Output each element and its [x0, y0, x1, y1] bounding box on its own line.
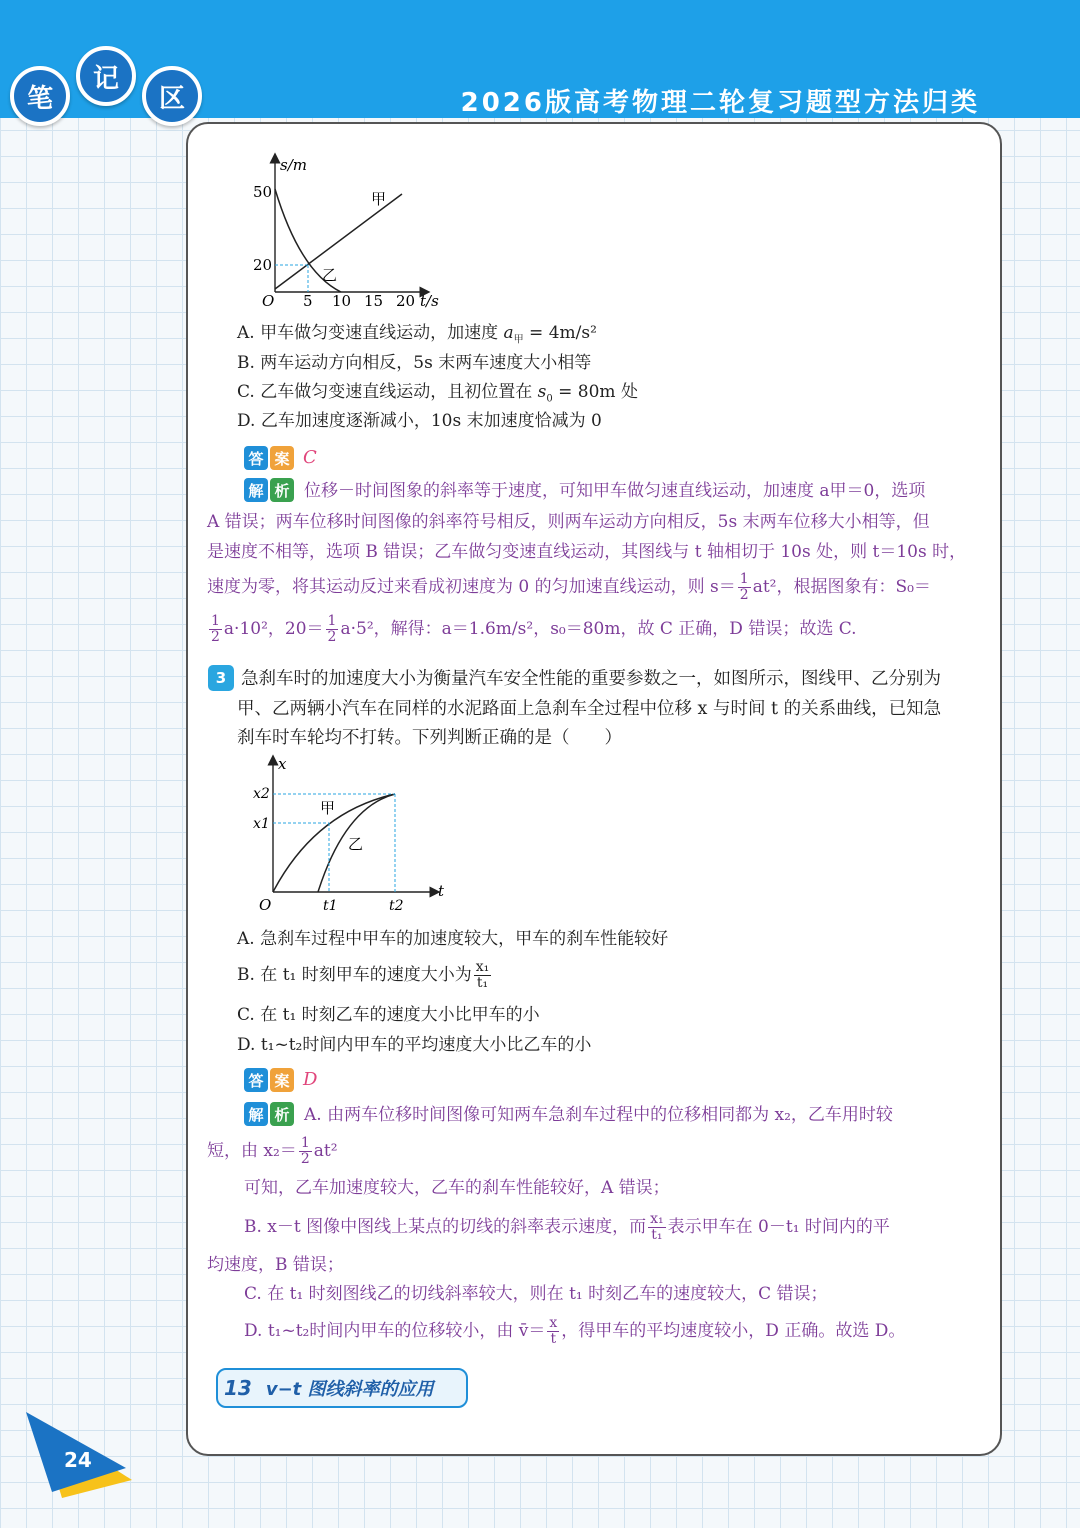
q2-option-c: C. 乙车做匀变速直线运动，且初位置在 $s_0 = 80m$ 处	[237, 382, 638, 405]
q3-analysis-a-2: 短，由 x₂＝ $\frac{1}{2}$ at²	[207, 1135, 338, 1167]
answer-tag: 答 案	[244, 1068, 294, 1092]
q3-option-d: D. t₁~t₂时间内甲车的平均速度大小比乙车的小	[237, 1035, 592, 1055]
header-badge-qu: 区	[142, 66, 202, 126]
q2-option-d: D. 乙车加速度逐渐减小，10s 末加速度恰减为 0	[237, 411, 602, 431]
q3-analysis-a-3: 可知，乙车加速度较大，乙车的刹车性能较好，A 错误；	[244, 1178, 670, 1198]
graph-x-t	[245, 752, 455, 920]
book-title: 2026版高考物理二轮复习题型方法归类	[460, 88, 980, 118]
label-yi: 乙	[348, 835, 364, 853]
page-number: 24	[64, 1448, 92, 1472]
analysis-tag: 解 析	[244, 478, 294, 502]
y-axis-label: s/m	[280, 156, 307, 174]
y-axis-label: x	[278, 755, 287, 773]
q2-analysis-line-2: A 错误；两车位移时间图像的斜率符号相反，则两车运动方向相反，5s 末两车位移大小相等，但	[207, 512, 930, 532]
q3-stem-line-1: 急刹车时的加速度大小为衡量汽车安全性能的重要参数之一，如图所示，图线甲、乙分别为	[241, 669, 941, 689]
q3-option-a: A. 急刹车过程中甲车的加速度较大，甲车的刹车性能较好	[237, 929, 669, 949]
q3-option-c: C. 在 t₁ 时刻乙车的速度大小比甲车的小	[237, 1005, 540, 1025]
q3-analysis-b-2: 均速度，B 错误；	[207, 1255, 344, 1275]
q3-analysis-c: C. 在 t₁ 时刻图线乙的切线斜率较大，则在 t₁ 时刻乙车的速度较大，C 错误；	[244, 1284, 828, 1304]
section-number: 13	[224, 1376, 252, 1400]
q2-analysis-line-1: 位移－时间图象的斜率等于速度，可知甲车做匀速直线运动，加速度 a甲＝0，选项	[304, 481, 926, 501]
x1-label: x1	[253, 816, 270, 832]
graph-s-t	[240, 152, 460, 317]
header-badge-bi: 笔	[10, 66, 70, 126]
q2-analysis-line-5: $\frac{1}{2}$ a·10²，20＝ $\frac{1}{2}$ a·5²，解得：a＝1.6m/s²，s₀＝80m，故 C 正确，D 错误；故选 C.	[211, 613, 857, 645]
q3-option-b: B. 在 t₁ 时刻甲车的速度大小为 $\frac{\text{x₁}}{\text{t₁}}$	[237, 959, 490, 991]
x-axis-label: t	[438, 882, 445, 900]
label-yi: 乙	[322, 266, 338, 284]
header-badge-ji: 记	[76, 46, 136, 106]
label-jia: 甲	[320, 799, 336, 817]
origin: O	[259, 896, 272, 914]
q3-stem-line-3: 刹车时车轮均不打转。下列判断正确的是（ ）	[237, 728, 622, 748]
x-axis-label: t/s	[420, 292, 439, 310]
x2-label: x2	[253, 786, 270, 802]
question-number: 3	[208, 665, 234, 691]
q2-analysis-line-4: 速度为零，将其运动反过来看成初速度为 0 的匀加速直线运动，则 s＝ $\frac{1}{2}$ at²，根据图象有：S₀＝	[207, 571, 931, 603]
line-jia	[275, 194, 402, 289]
t2-label: t2	[389, 898, 404, 914]
section-title: v−t 图线斜率的应用	[265, 1379, 434, 1400]
q3-analysis-b-1: B. x－t 图像中图线上某点的切线的斜率表示速度，而 $\frac{\text{x₁}}{\text{t₁}}$ 表示甲车在 0－t₁ 时间内的平	[244, 1211, 890, 1243]
x-tick-20: 20	[396, 292, 416, 310]
q2-option-b: B. 两车运动方向相反，5s 末两车速度大小相等	[237, 353, 592, 373]
label-jia: 甲	[371, 190, 387, 208]
q3-analysis-d: D. t₁~t₂时间内甲车的位移较小，由 v̄＝ $\frac{x}{t}$ ，得甲车的平均速度较小，D 正确。故选 D。	[244, 1315, 906, 1347]
analysis-tag: 解 析	[244, 1102, 294, 1126]
q3-analysis-a-1: A. 由两车位移时间图像可知两车急刹车过程中的位移相同都为 x₂，乙车用时较	[304, 1105, 893, 1125]
q3-stem-line-2: 甲、乙两辆小汽车在同样的水泥路面上急刹车全过程中位移 x 与时间 t 的关系曲线，已知急	[237, 699, 942, 719]
q2-option-a: A. 甲车做匀变速直线运动，加速度 $a_甲 = 4m/s^2$	[237, 323, 597, 346]
section-heading	[216, 1368, 468, 1408]
t1-label: t1	[323, 898, 338, 914]
origin: O	[262, 292, 275, 310]
x-tick-5: 5	[303, 292, 313, 310]
y-tick-50: 50	[253, 183, 273, 201]
q3-answer: D	[303, 1069, 318, 1090]
x-tick-10: 10	[332, 292, 352, 310]
q2-analysis-line-3: 是速度不相等，选项 B 错误；乙车做匀变速直线运动，其图线与 t 轴相切于 10s 处，则 t＝10s 时，	[207, 542, 967, 562]
answer-tag: 答 案	[244, 446, 294, 470]
q2-answer: C	[303, 447, 317, 468]
y-tick-20: 20	[253, 256, 273, 274]
x-tick-15: 15	[364, 292, 384, 310]
